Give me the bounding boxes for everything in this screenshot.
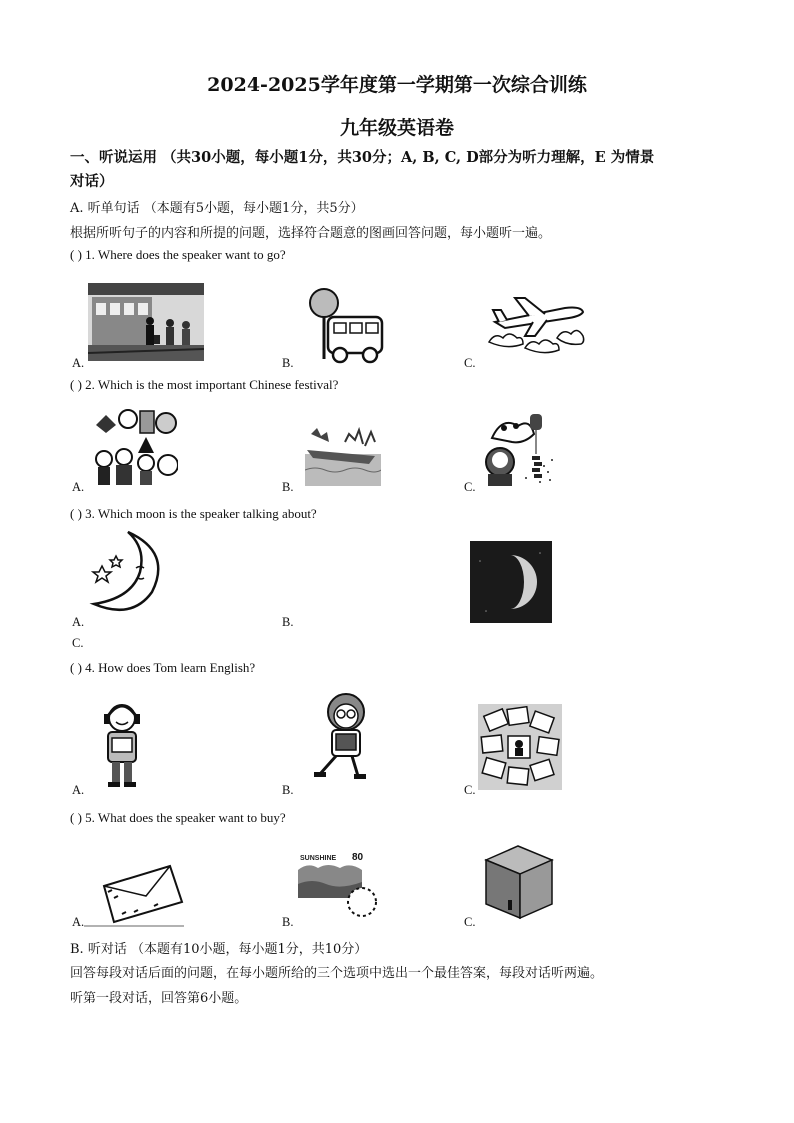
- section-heading-line1: 一、听说运用 （共30小题，每小题1分，共30分；A, B, C, D部分为听力理解，E 为情景: [70, 149, 655, 166]
- halloween-picture: [94, 407, 178, 487]
- option-b-label: B.: [282, 783, 294, 797]
- stamp-picture: [298, 848, 384, 920]
- option-b-label: B.: [282, 480, 294, 494]
- part-b-sub-instruction: 听第一段对话，回答第6小题。: [70, 991, 248, 1006]
- part-b-instruction: 回答每段对话后面的问题，在每小题所给的三个选项中选出一个最佳答案，每段对话听两遍。: [70, 966, 604, 981]
- train-station-picture: [88, 283, 204, 361]
- question-1: ( ) 1. Where does the speaker want to go?: [70, 247, 286, 262]
- airplane-picture: [485, 282, 589, 362]
- flash-cards-picture: [478, 704, 562, 790]
- question-5: ( ) 5. What does the speaker want to buy?: [70, 810, 286, 825]
- part-a-heading: A. 听单句话 （本题有5小题，每小题1分，共5分）: [70, 201, 364, 216]
- part-a-instruction: 根据所听句子的内容和所提的问题，选择符合题意的图画回答问题，每小题听一遍。: [70, 226, 552, 241]
- spring-festival-picture: [478, 408, 558, 490]
- bus-stop-picture: [302, 287, 388, 365]
- boy-listening-picture: [98, 702, 146, 788]
- question-4: ( ) 4. How does Tom learn English?: [70, 660, 256, 675]
- option-b-label: B.: [282, 615, 294, 629]
- option-a-label: A.: [72, 480, 85, 494]
- option-b-label: B.: [282, 356, 294, 370]
- page-title: 2024-2025学年度第一学期第一次综合训练: [207, 74, 587, 96]
- option-c-label: C.: [464, 783, 476, 797]
- page-subtitle: 九年级英语卷: [339, 117, 454, 139]
- option-c-label: C.: [464, 356, 476, 370]
- stamp-value-text: 80: [352, 852, 364, 863]
- crescent-moon-picture: [88, 528, 164, 618]
- option-c-label: C.: [72, 636, 84, 650]
- boy-reading-picture: [312, 690, 376, 782]
- half-moon-photo: [470, 541, 552, 623]
- option-a-label: A.: [72, 615, 85, 629]
- box-picture: [478, 840, 556, 920]
- option-c-label: C.: [464, 480, 476, 494]
- option-b-label: B.: [282, 915, 294, 929]
- option-a-label: A.: [72, 783, 85, 797]
- dragon-boat-picture: [305, 426, 381, 486]
- option-a-label: A.: [72, 915, 85, 929]
- section-heading-line2: 对话）: [70, 173, 114, 190]
- part-b-heading: B. 听对话 （本题有10小题，每小题1分，共10分）: [70, 942, 368, 957]
- option-c-label: C.: [464, 915, 476, 929]
- option-a-label: A.: [72, 356, 85, 370]
- question-2: ( ) 2. Which is the most important Chinese festival?: [70, 377, 339, 392]
- envelope-picture: [84, 852, 184, 928]
- sunshine-text: SUNSHINE: [300, 855, 337, 862]
- question-3: ( ) 3. Which moon is the speaker talking about?: [70, 506, 317, 521]
